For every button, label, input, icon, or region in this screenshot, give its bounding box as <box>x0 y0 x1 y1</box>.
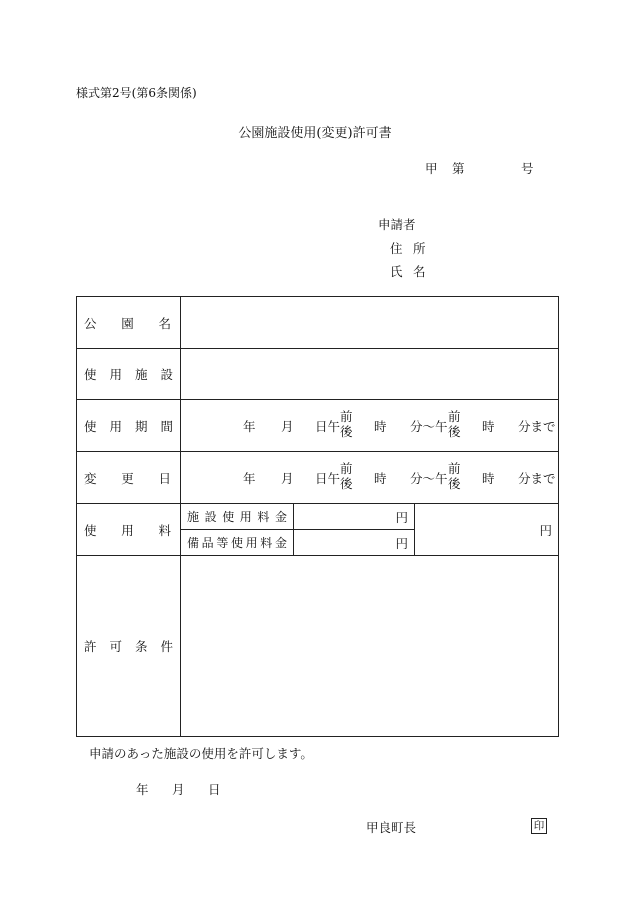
facility-fee-value[interactable] <box>294 504 415 530</box>
seal-mark: 印 <box>531 818 547 834</box>
period-ampm-1: 前 後 <box>340 409 353 439</box>
issue-day: 日 <box>208 782 221 797</box>
change-day-noon: 日午 <box>315 471 341 486</box>
period-year: 年 <box>243 419 256 434</box>
mayor-title: 甲良町長 <box>366 820 417 835</box>
issue-year: 年 <box>136 782 149 797</box>
change-ampm-1: 前 後 <box>340 461 353 491</box>
facility-label: 使 用 施 設 <box>77 349 181 400</box>
applicant-label: 申請者 <box>378 217 416 232</box>
facility-fee-yen: 円 <box>395 509 408 525</box>
issue-month: 月 <box>172 782 185 797</box>
reference-go: 号 <box>521 161 534 176</box>
change-year: 年 <box>243 471 256 486</box>
change-minute-until: 分まで <box>518 471 556 486</box>
total-fee-yen: 円 <box>539 522 553 538</box>
facility-value[interactable] <box>181 349 559 400</box>
permit-statement: 申請のあった施設の使用を許可します。 <box>89 746 313 761</box>
conditions-label: 許 可 条 件 <box>77 556 181 737</box>
period-hour-1: 時 <box>374 419 387 434</box>
change-hour-1: 時 <box>374 471 387 486</box>
reference-prefix: 甲 <box>425 161 438 176</box>
change-date-value[interactable] <box>181 452 559 504</box>
change-month: 月 <box>281 471 294 486</box>
facility-fee-label: 施 設 使 用 料 金 <box>181 504 294 530</box>
period-ampm-2: 前 後 <box>448 409 461 439</box>
address-label-2: 所 <box>413 241 426 256</box>
period-month: 月 <box>281 419 294 434</box>
equipment-fee-yen: 円 <box>395 535 408 551</box>
form-number: 様式第2号(第6条関係) <box>76 86 197 100</box>
permit-table <box>76 296 559 737</box>
name-label-1: 氏 <box>390 264 403 279</box>
document-title: 公園施設使用(変更)許可書 <box>238 126 392 141</box>
park-name-label: 公 園 名 <box>77 297 181 349</box>
conditions-value[interactable] <box>181 556 559 737</box>
address-label-1: 住 <box>390 241 403 256</box>
reference-dai: 第 <box>452 161 465 176</box>
total-fee-value[interactable] <box>415 504 559 556</box>
period-value[interactable] <box>181 400 559 452</box>
period-minute-to: 分〜午 <box>410 419 448 434</box>
equipment-fee-label: 備 品 等 使 用 料 金 <box>181 530 294 556</box>
period-day-noon: 日午 <box>315 419 341 434</box>
equipment-fee-value[interactable] <box>294 530 415 556</box>
change-ampm-2: 前 後 <box>448 461 461 491</box>
period-hour-2: 時 <box>482 419 495 434</box>
period-label: 使 用 期 間 <box>77 400 181 452</box>
change-hour-2: 時 <box>482 471 495 486</box>
change-date-label: 変 更 日 <box>77 452 181 504</box>
park-name-value[interactable] <box>181 297 559 349</box>
name-label-2: 名 <box>413 264 426 279</box>
period-minute-until: 分まで <box>518 419 556 434</box>
fee-label: 使 用 料 <box>77 504 181 556</box>
change-minute-to: 分〜午 <box>410 471 448 486</box>
